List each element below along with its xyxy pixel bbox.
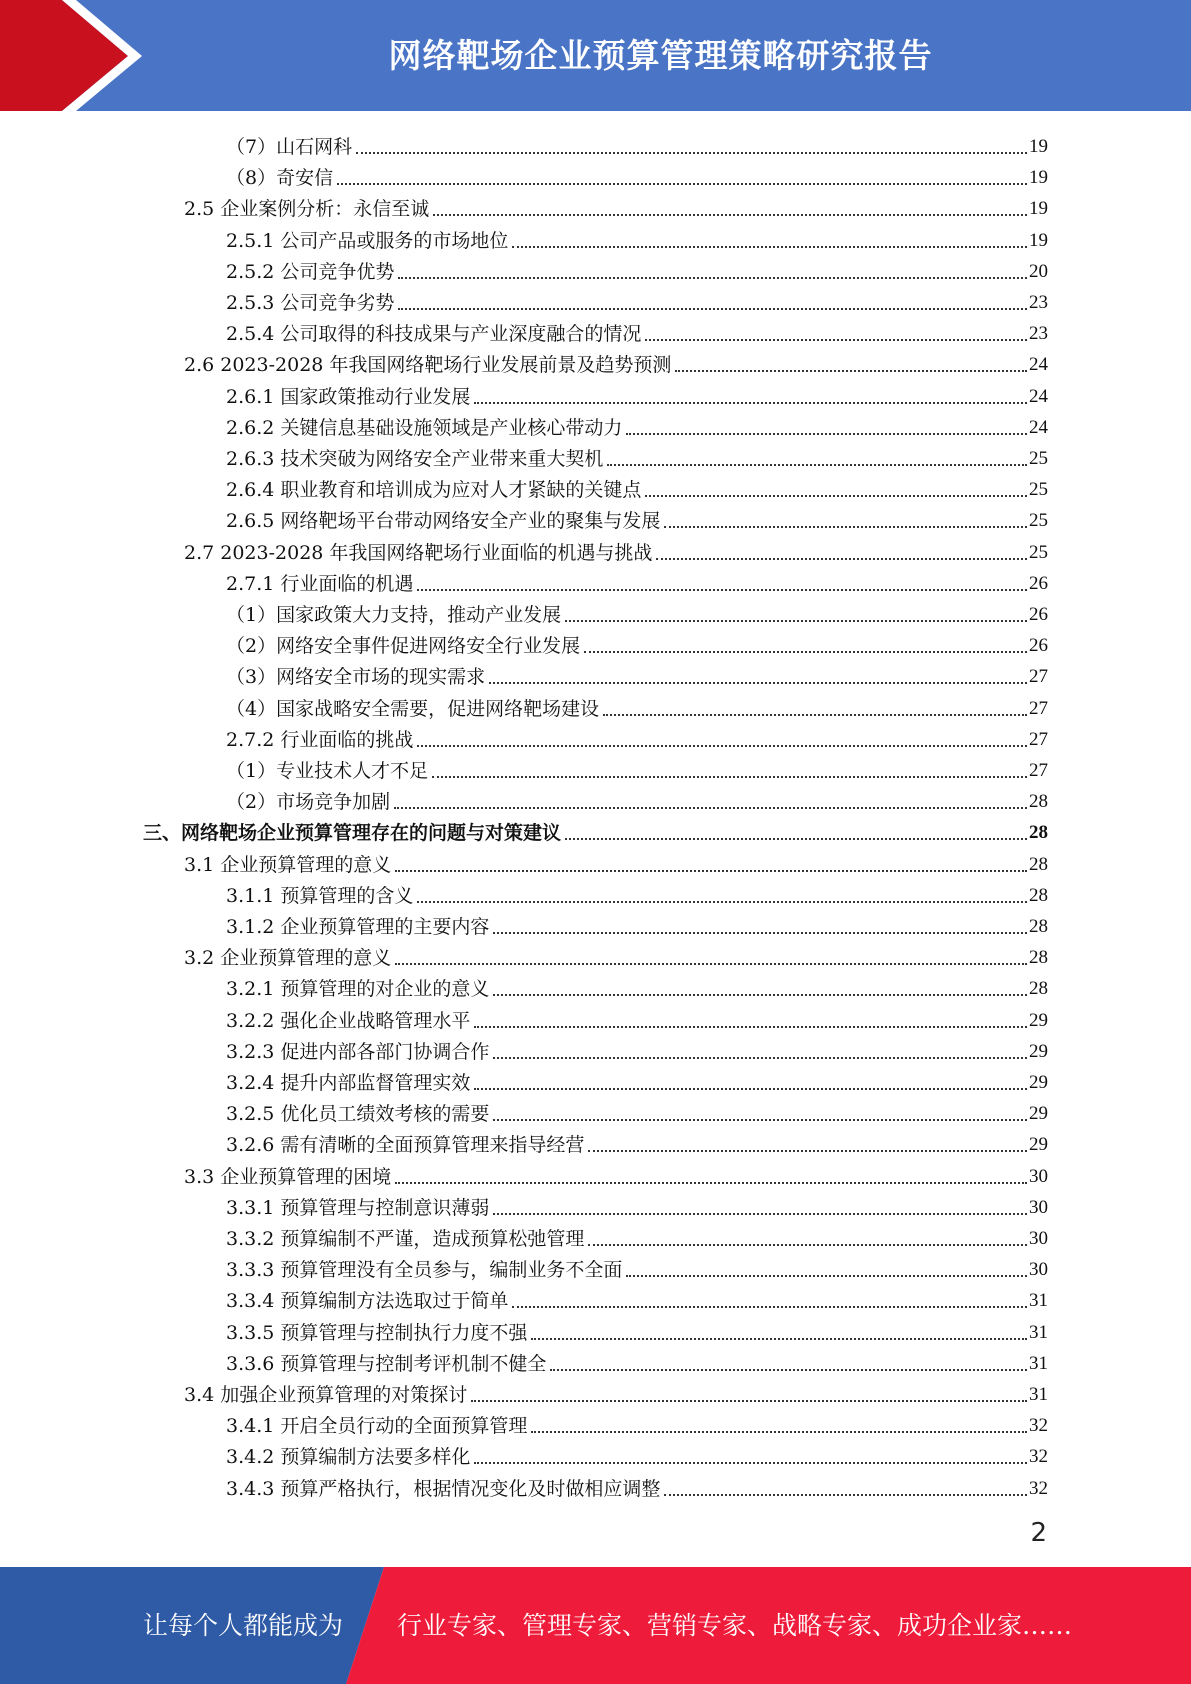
toc-entry-label: 3.3.5 预算管理与控制执行力度不强: [226, 1321, 528, 1344]
page-footer: [0, 1567, 1191, 1684]
toc-entry-page: 19: [1029, 229, 1048, 251]
toc-entry-page: 30: [1029, 1196, 1048, 1218]
toc-entry-page: 25: [1029, 448, 1048, 469]
toc-entry[interactable]: [226, 1033, 1048, 1064]
toc-leader-dots: [356, 152, 1027, 154]
toc-entry-page: 25: [1029, 510, 1048, 532]
toc-leader-dots: [395, 870, 1027, 872]
toc-entry[interactable]: [226, 1189, 1048, 1220]
toc-leader-dots: [588, 1150, 1027, 1152]
footer-slogan: 让每个人都能成为: [143, 1611, 344, 1640]
toc-leader-dots: [432, 776, 1027, 778]
toc-entry-label: 2.6.2 关键信息基础设施领域是产业核心带动力: [226, 416, 623, 439]
toc-entry[interactable]: [226, 596, 1048, 627]
toc-entry-label: 3.4.3 预算严格执行，根据情况变化及时做相应调整: [226, 1477, 661, 1500]
toc-entry-label: 2.6 2023-2028 年我国网络靶场行业发展前景及趋势预测: [184, 354, 672, 377]
toc-leader-dots: [474, 402, 1027, 404]
toc-entry-page: 19: [1029, 136, 1048, 157]
toc-entry-page: 26: [1029, 572, 1048, 594]
toc-leader-dots: [664, 1494, 1027, 1496]
toc-entry-label: 3.2.4 提升内部监督管理实效: [226, 1072, 471, 1094]
toc-entry[interactable]: [226, 1407, 1048, 1438]
toc-entry-page: 25: [1029, 541, 1048, 563]
toc-leader-dots: [645, 339, 1027, 341]
toc-entry-page: 27: [1029, 728, 1048, 750]
toc-leader-dots: [565, 838, 1027, 840]
toc-entry-page: 30: [1029, 1259, 1048, 1281]
toc-entry[interactable]: [226, 378, 1048, 409]
toc-entry-page: 28: [1029, 947, 1048, 969]
toc-leader-dots: [395, 1182, 1027, 1184]
toc-entry-page: 23: [1029, 292, 1048, 313]
toc-leader-dots: [394, 807, 1027, 809]
toc-entry[interactable]: [226, 1002, 1048, 1033]
toc-entry-label: 3.3 企业预算管理的困境: [184, 1165, 392, 1188]
toc-entry[interactable]: [226, 908, 1048, 939]
toc-entry-label: 2.7.2 行业面临的挑战: [226, 728, 414, 751]
toc-entry-label: 2.7 2023-2028 年我国网络靶场行业面临的机遇与挑战: [184, 541, 653, 564]
toc-leader-dots: [531, 1338, 1027, 1340]
toc-entry-label: （3）网络安全市场的现实需求: [226, 666, 486, 689]
toc-leader-dots: [471, 1400, 1027, 1402]
toc-entry-page: 26: [1029, 604, 1048, 625]
toc-leader-dots: [398, 308, 1027, 310]
toc-entry[interactable]: [226, 1220, 1048, 1251]
toc-leader-dots: [417, 901, 1027, 903]
toc-entry[interactable]: [226, 783, 1048, 814]
toc-entry[interactable]: [226, 315, 1048, 346]
toc-entry-label: 2.5.2 公司竞争优势: [226, 260, 395, 283]
header-flag-icon: [0, 0, 160, 111]
toc-entry-page: 32: [1029, 1446, 1048, 1468]
toc-entry-page: 24: [1029, 416, 1048, 438]
toc-entry[interactable]: [226, 1126, 1048, 1157]
toc-entry-label: 2.5.3 公司竞争劣势: [226, 292, 395, 314]
toc-entry-label: 2.6.3 技术突破为网络安全产业带来重大契机: [226, 448, 604, 470]
toc-entry[interactable]: [226, 253, 1048, 284]
toc-entry-label: （1）专业技术人才不足: [226, 760, 429, 782]
toc-entry[interactable]: [226, 627, 1048, 658]
toc-leader-dots: [493, 994, 1027, 996]
toc-leader-dots: [664, 526, 1027, 528]
toc-entry[interactable]: [226, 658, 1048, 689]
toc-leader-dots: [645, 495, 1027, 497]
toc-entry[interactable]: [226, 690, 1048, 721]
toc-leader-dots: [565, 620, 1027, 622]
toc-entry-label: 3.3.6 预算管理与控制考评机制不健全: [226, 1352, 547, 1375]
toc-entry[interactable]: [226, 1064, 1048, 1095]
toc-entry-page: 28: [1029, 822, 1048, 844]
toc-entry[interactable]: [226, 877, 1048, 908]
toc-entry[interactable]: [184, 1158, 1048, 1189]
toc-entry-page: 30: [1029, 1228, 1048, 1249]
toc-entry-label: 3.2.5 优化员工绩效考核的需要: [226, 1103, 490, 1126]
toc-leader-dots: [626, 433, 1027, 435]
toc-leader-dots: [417, 745, 1027, 747]
toc-entry-page: 27: [1029, 760, 1048, 781]
toc-entry-page: 26: [1029, 635, 1048, 657]
toc-entry-page: 20: [1029, 260, 1048, 282]
toc-entry-page: 19: [1029, 198, 1048, 220]
toc-entry-page: 32: [1029, 1477, 1048, 1499]
toc-entry-page: 28: [1029, 791, 1048, 813]
toc-entry-page: 31: [1029, 1384, 1048, 1405]
toc-leader-dots: [395, 963, 1027, 965]
toc-entry-label: 3.2.2 强化企业战略管理水平: [226, 1009, 471, 1032]
toc-entry-page: 25: [1029, 479, 1048, 501]
toc-leader-dots: [531, 1431, 1027, 1433]
toc-entry-page: 31: [1029, 1321, 1048, 1343]
toc-entry-label: 3.2 企业预算管理的意义: [184, 947, 392, 970]
toc-leader-dots: [656, 558, 1027, 560]
toc-entry[interactable]: [226, 721, 1048, 752]
toc-entry[interactable]: [226, 1438, 1048, 1469]
toc-entry-label: 2.6.4 职业教育和培训成为应对人才紧缺的关键点: [226, 479, 642, 502]
toc-entry-page: 31: [1029, 1290, 1048, 1312]
toc-entry-label: 3.3.2 预算编制不严谨，造成预算松弛管理: [226, 1228, 585, 1250]
toc-entry[interactable]: [226, 440, 1048, 471]
toc-entry-page: 23: [1029, 323, 1048, 345]
toc-entry[interactable]: [184, 1376, 1048, 1407]
toc-entry[interactable]: [226, 159, 1048, 190]
toc-entry-label: 3.4 加强企业预算管理的对策探讨: [184, 1384, 468, 1406]
toc-entry-page: 24: [1029, 385, 1048, 407]
toc-entry-label: 3.4.1 开启全员行动的全面预算管理: [226, 1415, 528, 1438]
toc-leader-dots: [607, 464, 1027, 466]
toc-leader-dots: [493, 932, 1027, 934]
toc-entry[interactable]: [226, 471, 1048, 502]
toc-leader-dots: [603, 714, 1027, 716]
toc-entry[interactable]: [184, 939, 1048, 970]
toc-entry[interactable]: [226, 1282, 1048, 1313]
toc-leader-dots: [489, 682, 1027, 684]
toc-entry-page: 32: [1029, 1415, 1048, 1437]
toc-leader-dots: [337, 183, 1027, 185]
toc-entry-page: 28: [1029, 884, 1048, 906]
toc-entry[interactable]: [143, 814, 1048, 845]
toc-entry-label: （7）山石网科: [226, 136, 353, 158]
toc-entry-label: 2.5 企业案例分析：永信至诚: [184, 198, 430, 221]
page-header: [0, 0, 1191, 111]
toc-entry-page: 29: [1029, 1009, 1048, 1031]
toc-leader-dots: [550, 1369, 1027, 1371]
toc-leader-dots: [588, 1244, 1027, 1246]
toc-entry-label: 2.6.1 国家政策推动行业发展: [226, 385, 471, 408]
toc-entry-page: 29: [1029, 1040, 1048, 1062]
toc-entry-label: （4）国家战略安全需要，促进网络靶场建设: [226, 697, 600, 720]
toc-entry-label: 2.6.5 网络靶场平台带动网络安全产业的聚集与发展: [226, 510, 661, 533]
toc-entry-label: 3.3.3 预算管理没有全员参与，编制业务不全面: [226, 1259, 623, 1282]
toc-entry[interactable]: [184, 190, 1048, 221]
toc-leader-dots: [675, 370, 1027, 372]
toc-entry[interactable]: [226, 1251, 1048, 1282]
toc-entry[interactable]: [226, 565, 1048, 596]
toc-entry[interactable]: [184, 846, 1048, 877]
page-number: 2: [1030, 1518, 1047, 1548]
toc-entry-label: 2.5.1 公司产品或服务的市场地位: [226, 229, 509, 252]
toc-entry-label: 3.3.4 预算编制方法选取过于简单: [226, 1290, 509, 1313]
toc-entry[interactable]: [226, 970, 1048, 1001]
toc-entry-page: 30: [1029, 1165, 1048, 1187]
footer-expert-list: 行业专家、管理专家、营销专家、战略专家、成功企业家……: [397, 1611, 1073, 1640]
toc-entry-page: 29: [1029, 1103, 1048, 1125]
toc-leader-dots: [512, 246, 1027, 248]
toc-entry-page: 27: [1029, 697, 1048, 719]
toc-entry[interactable]: [226, 222, 1048, 253]
toc-entry[interactable]: [226, 409, 1048, 440]
toc-entry[interactable]: [226, 128, 1048, 159]
toc-entry-page: 19: [1029, 167, 1048, 189]
toc-leader-dots: [584, 651, 1027, 653]
toc-leader-dots: [474, 1462, 1027, 1464]
toc-entry-label: 2.7.1 行业面临的机遇: [226, 572, 414, 595]
toc-entry[interactable]: [226, 1314, 1048, 1345]
toc-entry-label: 3.4.2 预算编制方法要多样化: [226, 1446, 471, 1469]
toc-entry-label: （1）国家政策大力支持，推动产业发展: [226, 604, 562, 626]
toc-entry[interactable]: [226, 1470, 1048, 1501]
toc-entry[interactable]: [226, 284, 1048, 315]
toc-leader-dots: [626, 1275, 1027, 1277]
toc-leader-dots: [493, 1213, 1027, 1215]
toc-entry-page: 27: [1029, 666, 1048, 688]
toc-entry-page: 28: [1029, 916, 1048, 937]
toc-entry-page: 29: [1029, 1072, 1048, 1093]
toc-entry-page: 29: [1029, 1134, 1048, 1156]
toc-entry-label: 3.2.1 预算管理的对企业的意义: [226, 978, 490, 1001]
toc-entry-page: 24: [1029, 354, 1048, 376]
toc-leader-dots: [512, 1306, 1027, 1308]
toc-entry-label: 2.5.4 公司取得的科技成果与产业深度融合的情况: [226, 323, 642, 346]
toc-entry-label: 3.1 企业预算管理的意义: [184, 853, 392, 876]
toc-leader-dots: [493, 1057, 1027, 1059]
toc-entry-page: 28: [1029, 853, 1048, 875]
toc-entry-label: （8）奇安信: [226, 167, 334, 190]
toc-leader-dots: [474, 1026, 1027, 1028]
toc-entry-page: 28: [1029, 978, 1048, 1000]
toc-entry-label: 3.1.2 企业预算管理的主要内容: [226, 916, 490, 938]
toc-entry[interactable]: [226, 1095, 1048, 1126]
toc-entry-label: 3.1.1 预算管理的含义: [226, 884, 414, 907]
toc-entry[interactable]: [226, 1345, 1048, 1376]
toc-entry-label: 3.3.1 预算管理与控制意识薄弱: [226, 1196, 490, 1219]
toc-leader-dots: [433, 214, 1027, 216]
toc-entry-label: 三、网络靶场企业预算管理存在的问题与对策建议: [143, 822, 562, 845]
report-title: 网络靶场企业预算管理策略研究报告: [388, 36, 933, 75]
toc-entry[interactable]: [226, 502, 1048, 533]
toc-entry-label: （2）网络安全事件促进网络安全行业发展: [226, 635, 581, 658]
toc-entry-label: 3.2.6 需有清晰的全面预算管理来指导经营: [226, 1134, 585, 1157]
toc-leader-dots: [398, 277, 1027, 279]
toc-entry-page: 31: [1029, 1352, 1048, 1374]
toc-entry-label: （2）市场竞争加剧: [226, 791, 391, 814]
toc-leader-dots: [493, 1119, 1027, 1121]
toc-entry[interactable]: [226, 752, 1048, 783]
toc-leader-dots: [474, 1088, 1027, 1090]
toc-leader-dots: [417, 589, 1027, 591]
toc-entry[interactable]: [184, 346, 1048, 377]
toc-entry[interactable]: [184, 534, 1048, 565]
toc-entry-label: 3.2.3 促进内部各部门协调合作: [226, 1040, 490, 1063]
